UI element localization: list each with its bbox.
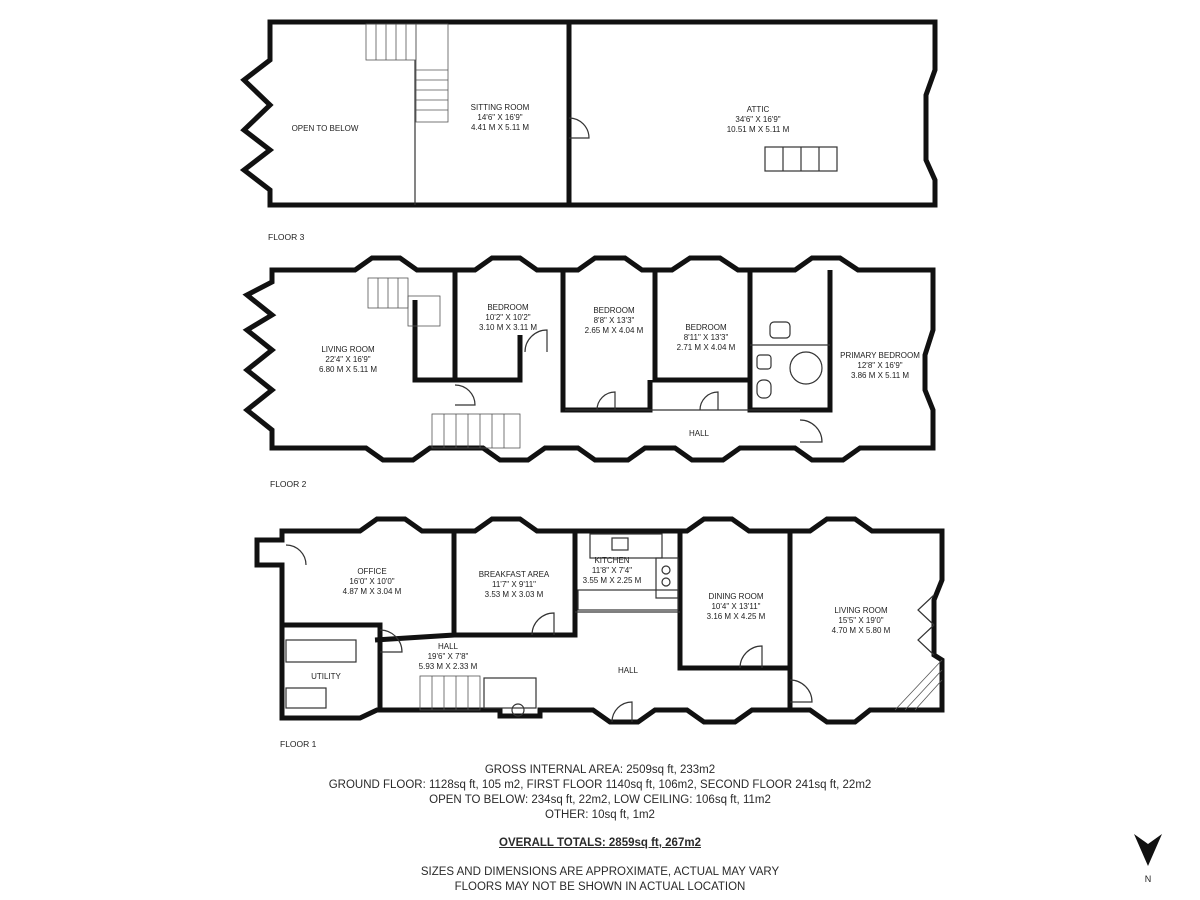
disclaimer-line-2: FLOORS MAY NOT BE SHOWN IN ACTUAL LOCATION — [454, 881, 746, 893]
floor-label: FLOOR 2 — [270, 479, 307, 489]
room-dim-imperial: 22'4" X 16'9" — [325, 355, 371, 364]
attic-door — [569, 118, 589, 138]
bedroom-2-walls — [563, 270, 650, 410]
room-dim-imperial: 10'2" X 10'2" — [485, 313, 531, 322]
gross-area-text: GROSS INTERNAL AREA: 2509sq ft, 233m2 — [484, 764, 716, 776]
room-dim-imperial: 11'7" X 9'11" — [491, 580, 537, 589]
room-label-bedroom: BEDROOM — [487, 303, 529, 312]
room-label-utility: UTILITY — [311, 672, 341, 681]
room-dim-metric: 4.70 M X 5.80 M — [831, 626, 891, 635]
room-dim-metric: 3.53 M X 3.03 M — [484, 590, 544, 599]
floor-areas-text: GROUND FLOOR: 1128sq ft, 105 m2, FIRST FLOOR 1140sq ft, 106m2, SECOND FLOOR 241sq ft, 22m2 — [328, 779, 872, 791]
room-dim-metric: 3.10 M X 3.11 M — [478, 323, 538, 332]
door — [790, 680, 812, 702]
room-label-attic: ATTIC — [746, 105, 770, 114]
room-dim-imperial: 15'5" X 19'0" — [838, 616, 884, 625]
living-room-wall — [415, 300, 455, 380]
door — [612, 702, 632, 722]
north-label: N — [1144, 874, 1152, 884]
door — [286, 545, 306, 565]
office-utility-wall — [282, 625, 380, 710]
ensuite-walls — [750, 270, 830, 410]
door — [740, 646, 762, 668]
room-dim-metric: 3.86 M X 5.11 M — [850, 371, 910, 380]
door — [700, 392, 718, 410]
floor-3-stair — [366, 24, 448, 122]
door — [525, 330, 547, 352]
room-dim-imperial: 16'0" X 10'0" — [349, 577, 395, 586]
floor-label: FLOOR 1 — [280, 739, 317, 749]
floor-3-plan — [244, 22, 935, 242]
floor-label: FLOOR 3 — [268, 232, 305, 242]
room-dim-imperial: 12'8" X 16'9" — [857, 361, 903, 370]
ensuite-fixtures — [757, 322, 822, 398]
north-arrow-icon — [1130, 830, 1166, 886]
room-label-living-room: LIVING ROOM — [321, 345, 375, 354]
room-label-open-to-below: OPEN TO BELOW — [291, 124, 359, 133]
floor-1-plan — [257, 519, 942, 749]
other-area-text: OTHER: 10sq ft, 1m2 — [545, 809, 655, 821]
room-dim-imperial: 34'6" X 16'9" — [735, 115, 781, 124]
room-label-living-room: LIVING ROOM — [834, 606, 888, 615]
open-to-below-text: OPEN TO BELOW: 234sq ft, 22m2, LOW CEILING: 106sq ft, 11m2 — [429, 794, 771, 806]
room-dim-metric: 4.41 M X 5.11 M — [470, 123, 530, 132]
room-dim-metric: 5.93 M X 2.33 M — [418, 662, 478, 671]
room-label-dining-room: DINING ROOM — [708, 592, 764, 601]
room-label-hall: HALL — [688, 429, 710, 438]
room-label-bedroom: BEDROOM — [685, 323, 727, 332]
room-dim-imperial: 11'8" X 7'4" — [591, 566, 633, 575]
door — [800, 420, 822, 442]
room-label-office: OFFICE — [357, 567, 387, 576]
room-label-kitchen: KITCHEN — [594, 556, 630, 565]
disclaimer-line-1: SIZES AND DIMENSIONS ARE APPROXIMATE, ACTUAL MAY VARY — [420, 866, 780, 878]
room-dim-metric: 6.80 M X 5.11 M — [318, 365, 378, 374]
room-label-sitting-room: SITTING ROOM — [470, 103, 530, 112]
room-dim-metric: 3.16 M X 4.25 M — [706, 612, 766, 621]
door — [597, 392, 615, 410]
door — [532, 613, 554, 635]
room-dim-metric: 3.55 M X 2.25 M — [582, 576, 642, 585]
room-dim-metric: 10.51 M X 5.11 M — [726, 125, 790, 134]
room-dim-imperial: 14'6" X 16'9" — [477, 113, 523, 122]
floor-3-outline — [244, 22, 935, 205]
room-label-hall: HALL — [437, 642, 459, 651]
room-dim-imperial: 8'8" X 13'3" — [593, 316, 635, 325]
room-dim-imperial: 8'11" X 13'3" — [683, 333, 729, 342]
room-dim-metric: 4.87 M X 3.04 M — [342, 587, 402, 596]
room-dim-imperial: 10'4" X 13'11" — [711, 602, 761, 611]
room-dim-metric: 2.65 M X 4.04 M — [584, 326, 644, 335]
room-label-breakfast-area: BREAKFAST AREA — [478, 570, 550, 579]
room-label-primary-bedroom: PRIMARY BEDROOM — [840, 351, 920, 360]
room-label-hall: HALL — [617, 666, 639, 675]
room-dim-metric: 2.71 M X 4.04 M — [676, 343, 736, 352]
overall-totals-text: OVERALL TOTALS: 2859sq ft, 267m2 — [499, 837, 701, 849]
room-label-bedroom: BEDROOM — [593, 306, 635, 315]
room-dim-imperial: 19'6" X 7'8" — [427, 652, 469, 661]
attic-skylight — [765, 147, 837, 171]
floor-2-plan — [247, 258, 933, 489]
door — [455, 385, 475, 405]
